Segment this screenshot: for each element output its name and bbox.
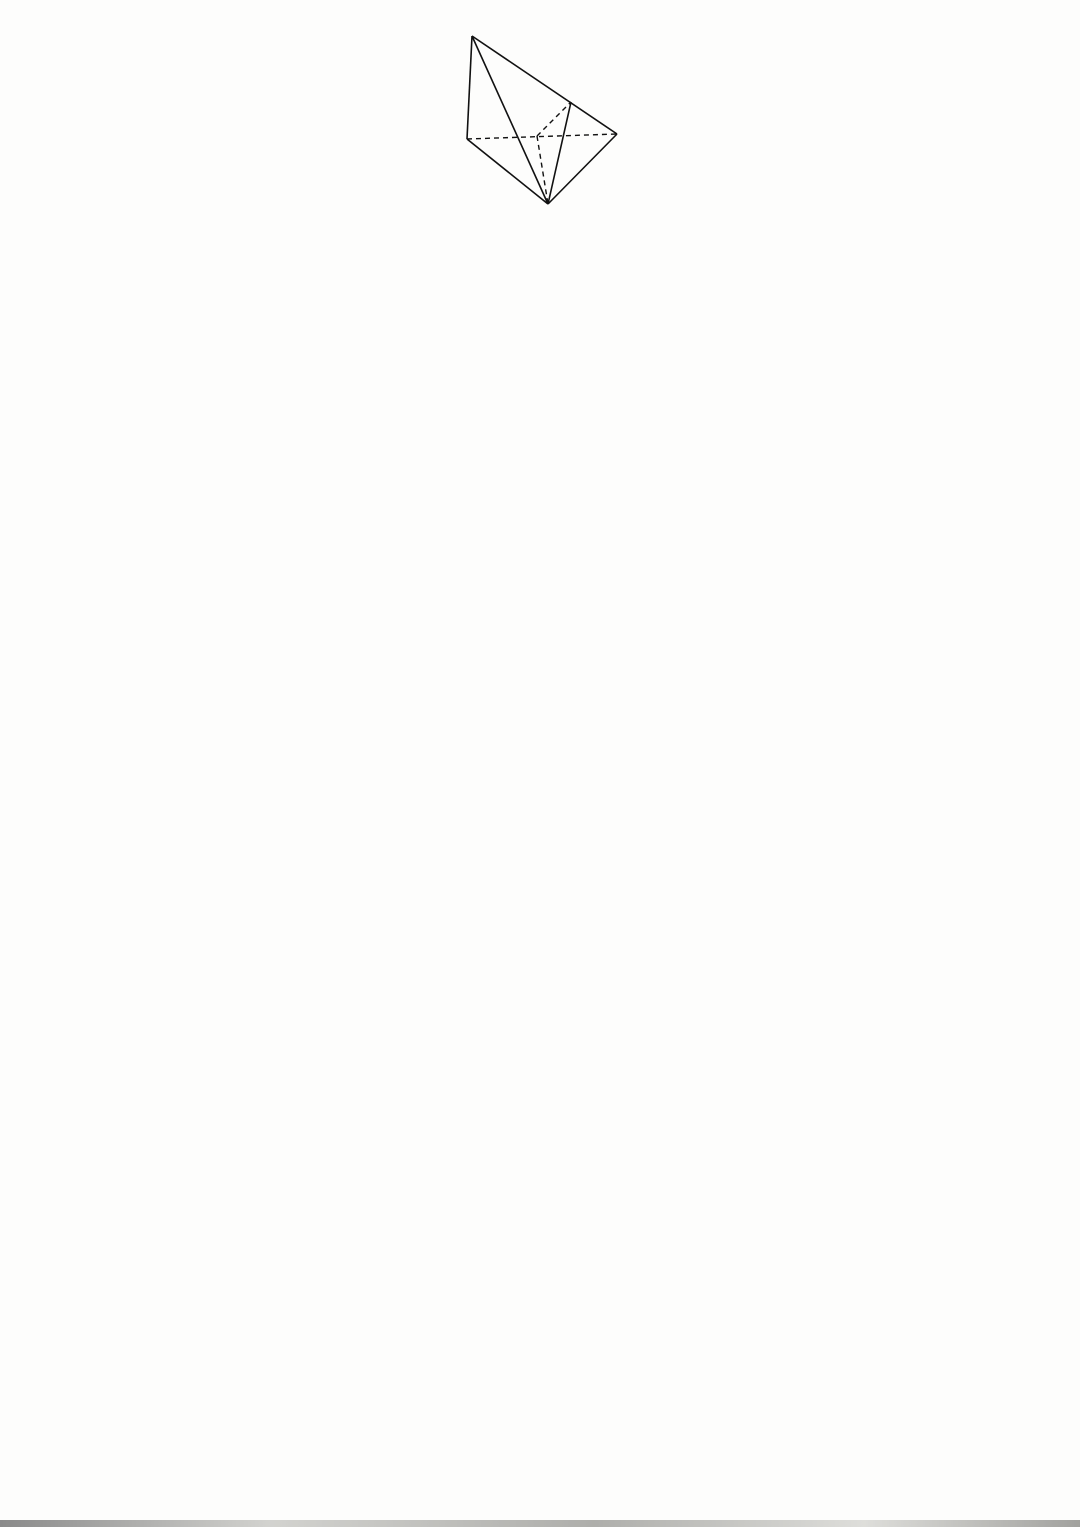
figure-solid-edges bbox=[467, 36, 617, 204]
scan-artifact-edge bbox=[0, 1520, 1080, 1527]
tetrahedron-figure bbox=[440, 22, 680, 227]
figure-dashed-edges bbox=[467, 102, 617, 204]
tetrahedron-diagram bbox=[440, 22, 680, 227]
document-body bbox=[0, 0, 1080, 227]
